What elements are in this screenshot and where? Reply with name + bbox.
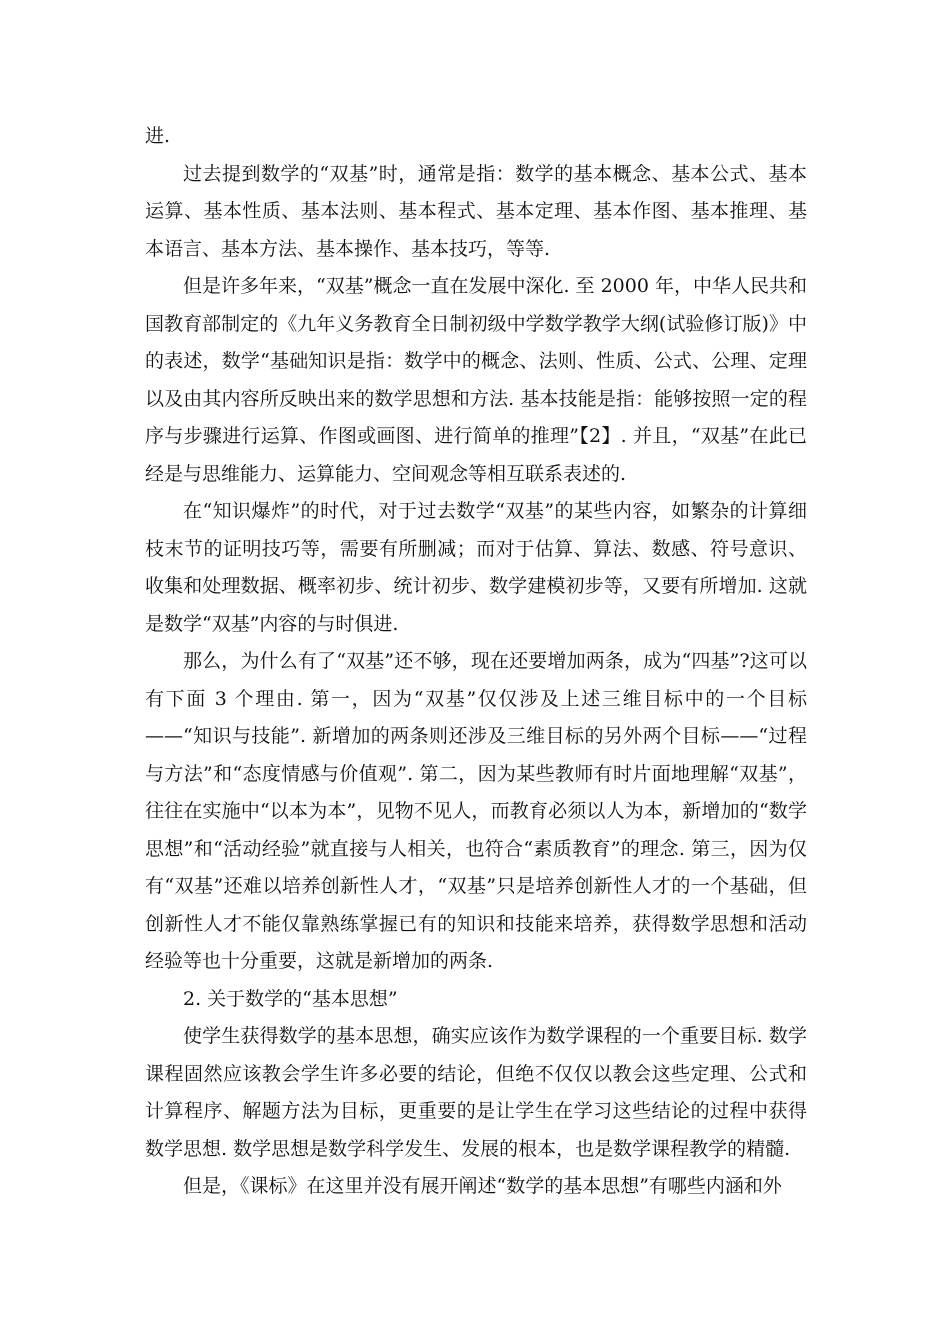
document-body	[145, 118, 807, 1206]
paragraph-knowledge-explosion: 在“知识爆炸”的时代，对于过去数学“双基”的某些内容，如繁杂的计算细枝末节的证明技巧等，需要有所删减；而对于估算、算法、数感、符号意识、收集和处理数据、概率初步、统计初步、数学建模初步等，又要有所增加. 这就是数学“双基”内容的与时俱进.	[145, 500, 807, 635]
paragraph-four-basics-reasons: 那么，为什么有了“双基”还不够，现在还要增加两条，成为“四基”?这可以有下面 3 个理由. 第一，因为“双基”仅仅涉及上述三维目标中的一个目标——“知识与技能”. 新增加的两条则还涉及三维目标的另外两个目标——“过程与方法”和“态度情感与价值观”. 第二，因为某些教师有时片面地理解“双基”，往往在实施中“以本为本”，见物不见人，而教育必须以人为本，新增加的“数学思想”和“活动经验”就直接与人相关，也符合“素质教育”的理念. 第三，因为仅有“双基”还难以培养创新性人才，“双基”只是培养创新性人才的一个基础，但创新性人才不能仅靠熟练掌握已有的知识和技能来培养，获得数学思想和活动经验等也十分重要，这就是新增加的两条.	[145, 650, 807, 972]
paragraph-concept-deepening: 但是许多年来，“双基”概念一直在发展中深化. 至 2000 年，中华人民共和国教育部制定的《九年义务教育全日制初级中学数学教学大纲(试验修订版)》中的表述，数学“基础知识是指：数学中的概念、法则、性质、公式、公理、定理以及由其内容所反映出来的数学思想和方法. 基本技能是指：能够按照一定的程序与步骤进行运算、作图或画图、进行简单的推理”【2】. 并且，“双基”在此已经是与思维能力、运算能力、空间观念等相互联系表述的.	[145, 275, 807, 485]
paragraph-basic-ideas-goal: 使学生获得数学的基本思想，确实应该作为数学课程的一个重要目标. 数学课程固然应该教会学生许多必要的结论，但绝不仅仅以教会这些定理、公式和计算程序、解题方法为目标，更重要的是让学生在学习这些结论的过程中获得数学思想. 数学思想是数学科学发生、发展的根本，也是数学课程教学的精髓.	[145, 1025, 807, 1160]
paragraph-past-double-basics: 过去提到数学的“双基”时，通常是指：数学的基本概念、基本公式、基本运算、基本性质、基本法则、基本程式、基本定理、基本作图、基本推理、基本语言、基本方法、基本操作、基本技巧，等等.	[145, 162, 807, 260]
paragraph-continuation: 进.	[145, 125, 171, 147]
section-heading-basic-ideas: 2. 关于数学的“基本思想”	[183, 987, 398, 1010]
paragraph-curriculum-standard: 但是，《课标》在这里并没有展开阐述“数学的基本思想”有哪些内涵和外	[183, 1175, 782, 1197]
